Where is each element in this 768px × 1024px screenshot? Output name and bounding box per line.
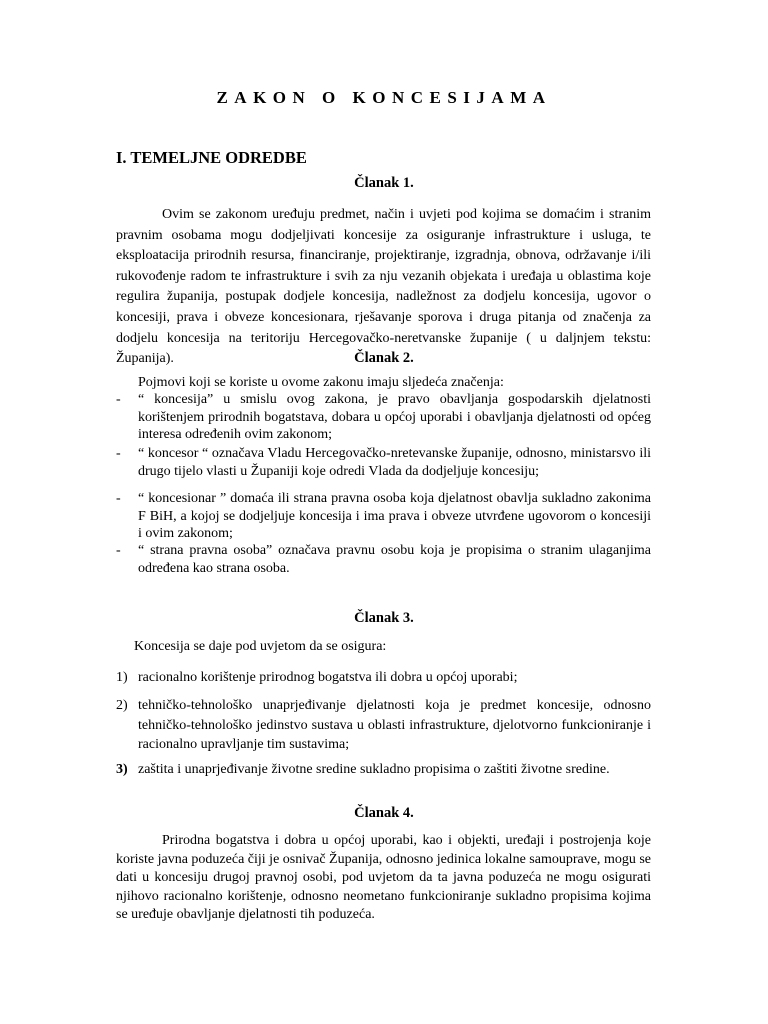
definition-text: “ koncesor “ označava Vladu Hercegovačko-nretevanske županije, odnosno, ministarsvo ili drugo tijelo vlasti u Županiji koje odredi Vlada da dodjeljuje koncesiju;	[138, 446, 651, 479]
condition-item	[116, 668, 651, 688]
document-title: ZAKON O KONCESIJAMA	[216, 88, 552, 107]
list-dash: -	[116, 446, 121, 461]
definition-item	[116, 490, 651, 543]
article-1-heading: Članak 1.	[354, 175, 414, 191]
item-number: 3)	[116, 762, 128, 777]
article-1-text: Ovim se zakonom uređuju predmet, način i uvjeti pod kojima se domaćim i stranim pravnim osobama mogu dodjeljivati koncesije za osiguranje infrastrukture i usluga, te eksploatacija prirodnih resursa, financiranje, projektiranje, izgradnja, obnova, održavanje i/ili rukovođenje radom te infrastrukture i svih za nju vezanih objekata i uređaja u oblastima koje regulira županija, postupak dodjele koncesija, nadležnost za dodjelu koncesija, ugovor o koncesiji, prava i obveze koncesionara, rješavanje sporova i druga pitanja od značenja za dodjelu koncesija na teritoriju Hercegovačko-neretvanske županije ( u daljnjem tekstu: Županija).	[116, 207, 651, 367]
item-number: 2)	[116, 698, 128, 713]
article-4-heading: Članak 4.	[354, 805, 414, 821]
article-2-intro: Pojmovi koji se koriste u ovome zakonu imaju sljedeća značenja:	[138, 375, 504, 390]
condition-text: tehničko-tehnološko unaprjeđivanje djelatnosti koja je predmet koncesije, odnosno tehničko-tehnološko jedinstvo sustava u oblasti infrastrukture, djelotvorno funkcioniranje i racionalno upravljanje tim sustavima;	[138, 698, 651, 753]
condition-text: racionalno korištenje prirodnog bogatstva ili dobra u općoj uporabi;	[138, 670, 518, 685]
list-dash: -	[116, 392, 121, 407]
definition-item	[116, 542, 651, 577]
definition-item	[116, 391, 651, 444]
list-dash: -	[116, 543, 121, 558]
article-3-heading: Članak 3.	[354, 610, 414, 626]
article-4-text: Prirodna bogatstva i dobra u općoj uporabi, kao i objekti, uređaji i postrojenja koje koriste javna poduzeća čiji je osnivač Županija, odnosno jedinica lokalne samouprave, mogu se dati u koncesiju drugoj pravnoj osobi, pod uvjetom da ta javna poduzeća ne mogu osigurati njihovo racionalno korištenje, odnosno neometano funkcioniranje sukladno propisima kojima se uređuje obavljanje djelatnosti tih poduzeća.	[116, 833, 651, 923]
definition-text: “ koncesionar ” domaća ili strana pravna osoba koja djelatnost obavlja sukladno zakonima F BiH, a kojoj se dodjeljuje koncesija i ima prava i obveze utvrđene ugovorom o koncesiji i ovim zakonom;	[138, 491, 651, 542]
condition-item	[116, 696, 651, 755]
definition-item	[116, 445, 651, 480]
article-3-intro: Koncesija se daje pod uvjetom da se osigura:	[134, 639, 387, 654]
article-2-heading: Članak 2.	[354, 350, 414, 366]
list-dash: -	[116, 491, 121, 506]
section-heading: I. TEMELJNE ODREDBE	[116, 148, 307, 167]
condition-item	[116, 760, 651, 780]
definition-text: “ koncesija” u smislu ovog zakona, je pravo obavljanja gospodarskih djelatnosti korištenjem prirodnih bogatstava, dobara u općoj uporabi i obavljanja djelatnosti od općeg interesa određenih ovim zakonom;	[138, 392, 651, 443]
item-number: 1)	[116, 670, 128, 685]
definition-text: “ strana pravna osoba” označava pravnu osobu koja je propisima o stranim ulaganjima određena kao strana osoba.	[138, 543, 651, 576]
condition-text: zaštita i unaprjeđivanje životne sredine sukladno propisima o zaštiti životne sredine.	[138, 762, 610, 777]
